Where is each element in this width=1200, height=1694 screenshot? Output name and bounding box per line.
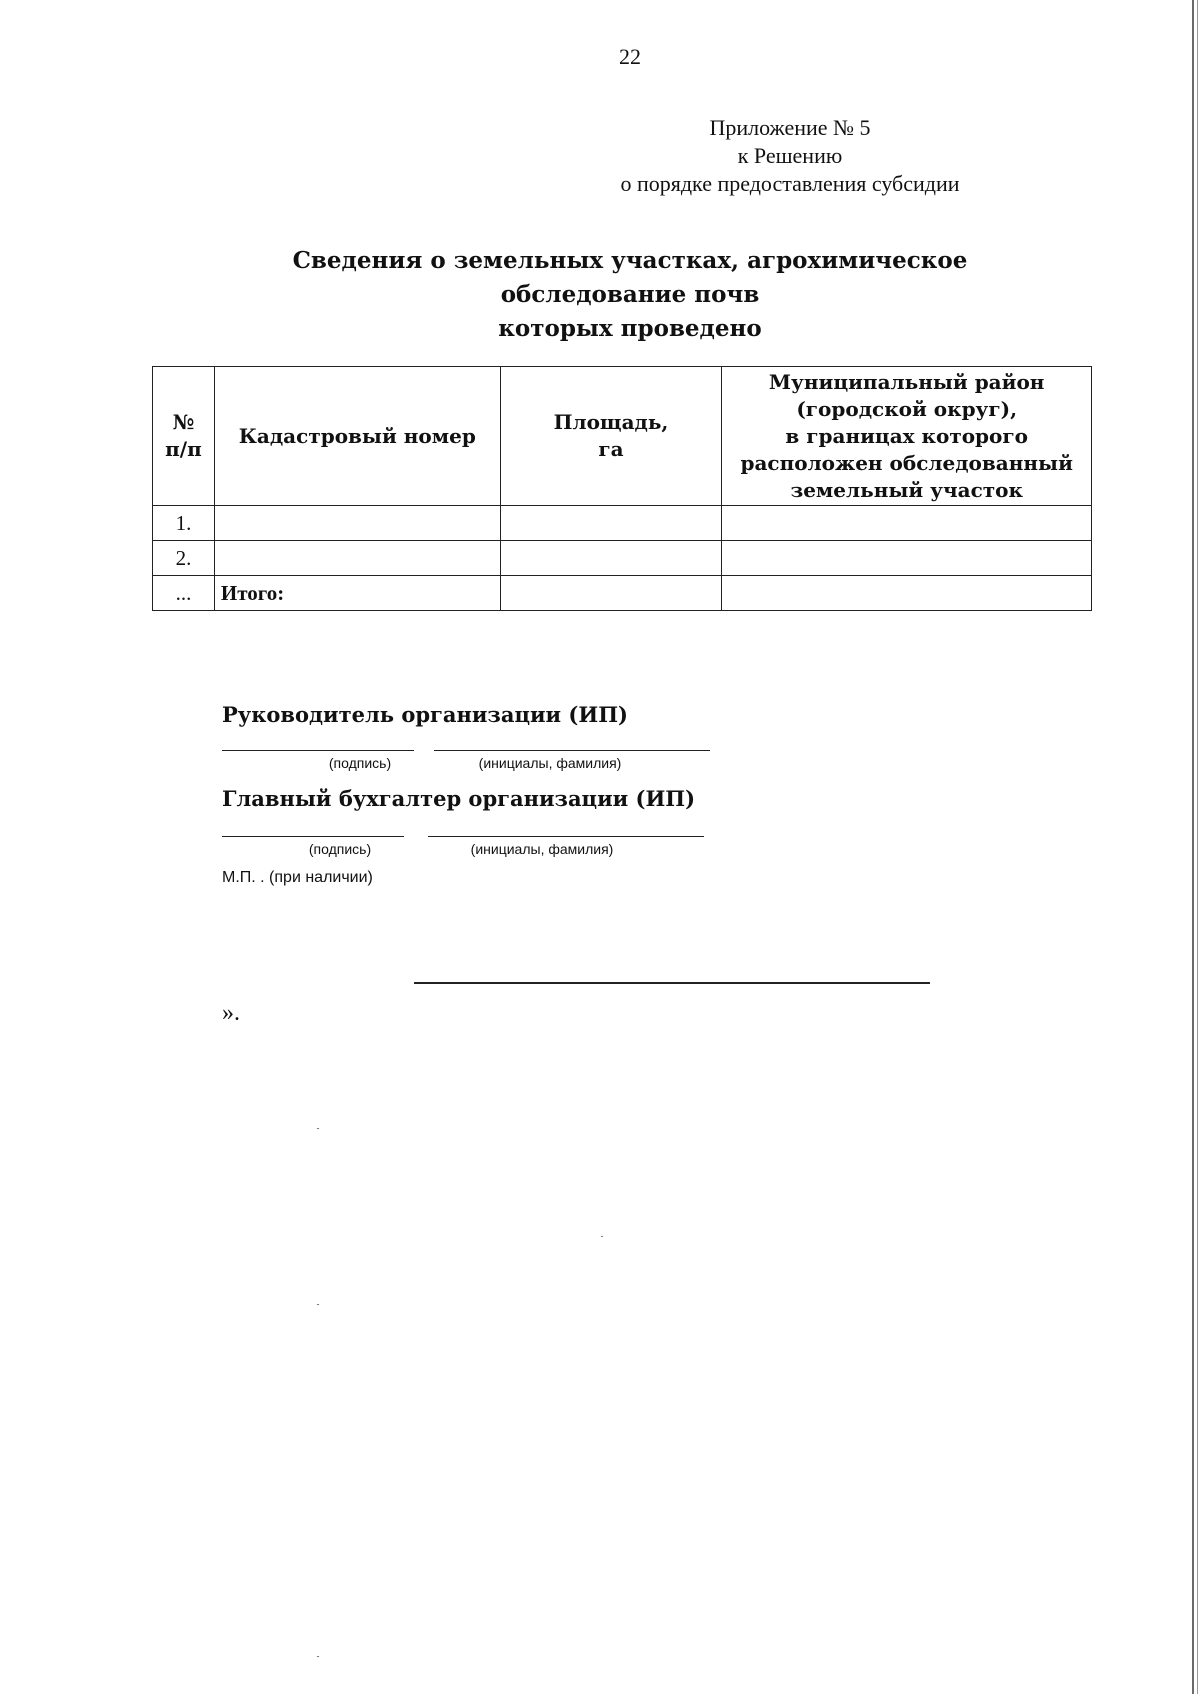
accountant-name-line <box>428 836 704 837</box>
head-signature-caption: (подпись) <box>328 755 392 771</box>
document-title-line-1: Сведения о земельных участках, агрохимическое обследование почв <box>292 247 968 308</box>
row-1-area <box>500 506 722 541</box>
header-cadastral-number: Кадастровый номер <box>214 367 500 506</box>
total-row-label: Итого: <box>214 576 500 611</box>
accountant-signature-title: Главный бухгалтер организации (ИП) <box>222 786 696 811</box>
head-name-line <box>434 750 710 751</box>
head-signature-line <box>222 750 414 751</box>
closing-separator-line <box>414 982 930 984</box>
header-district-line-2: (городской округ), <box>796 396 1018 421</box>
accountant-signature-line <box>222 836 404 837</box>
header-district-line-4: расположен обследованный <box>740 450 1073 475</box>
scan-speck <box>317 1656 319 1657</box>
appendix-line-3: о порядке предоставления субсидии <box>620 171 960 196</box>
header-area-line-1: Площадь, <box>553 410 669 434</box>
scan-speck <box>601 1236 603 1237</box>
scan-edge-line-secondary <box>1197 0 1198 1694</box>
row-1-district <box>722 506 1092 541</box>
row-2-number: 2. <box>153 541 215 576</box>
head-signature-title: Руководитель организации (ИП) <box>222 702 628 727</box>
table-row <box>153 541 1092 576</box>
scan-speck <box>317 1128 319 1129</box>
header-area <box>500 367 722 506</box>
total-row-district <box>722 576 1092 611</box>
table-total-row <box>153 576 1092 611</box>
document-title-line-2: которых проведено <box>498 315 762 342</box>
total-row-area <box>500 576 722 611</box>
row-1-cadastral <box>214 506 500 541</box>
header-district <box>722 367 1092 506</box>
header-district-line-5: земельный участок <box>790 477 1023 502</box>
closing-mark: ». <box>222 1000 240 1026</box>
row-2-cadastral <box>214 541 500 576</box>
row-2-district <box>722 541 1092 576</box>
header-number <box>153 367 215 506</box>
head-name-caption: (инициалы, фамилия) <box>478 755 622 771</box>
land-plots-table <box>152 366 1092 611</box>
header-number-line-1: № <box>172 410 195 434</box>
appendix-line-1: Приложение № 5 <box>709 115 871 140</box>
stamp-note: М.П. . (при наличии) <box>222 869 373 886</box>
row-1-number: 1. <box>153 506 215 541</box>
table-row <box>153 506 1092 541</box>
scan-edge-line <box>1192 0 1194 1694</box>
header-district-line-1: Муниципальный район <box>768 369 1045 394</box>
accountant-name-caption: (инициалы, фамилия) <box>470 841 614 857</box>
table-header-row <box>153 367 1092 506</box>
total-row-number: ... <box>153 576 215 611</box>
page-number: 22 <box>619 44 641 69</box>
appendix-reference <box>560 114 1020 198</box>
header-district-line-3: в границах которого <box>785 423 1028 448</box>
header-area-line-2: га <box>598 437 624 461</box>
document-title <box>200 244 1060 346</box>
accountant-signature-caption: (подпись) <box>308 841 372 857</box>
row-2-area <box>500 541 722 576</box>
header-number-line-2: п/п <box>165 437 202 461</box>
scan-speck <box>317 1304 319 1305</box>
appendix-line-2: к Решению <box>737 143 843 168</box>
